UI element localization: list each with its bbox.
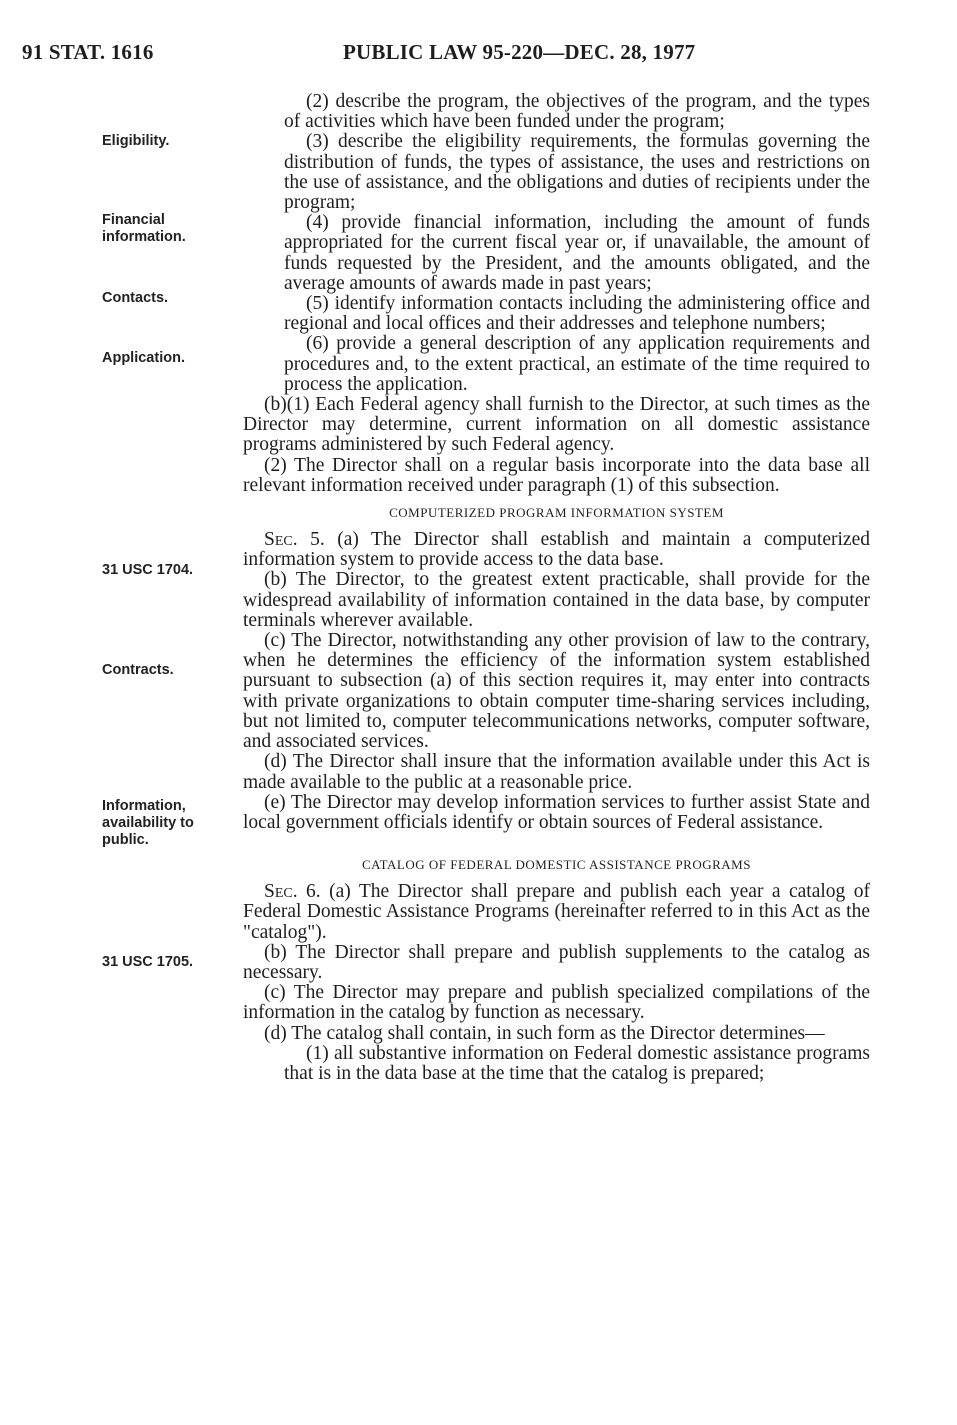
margin-note-application	[102, 350, 242, 367]
margin-note-contacts	[102, 290, 242, 307]
paragraph-sec6-c: (c) The Director may prepare and publish specialized compilations of the information in the catalog by function as necessary.	[243, 982, 870, 1024]
paragraph-text: (a) The Director shall establish and maintain a computerized information system to provide access to the data base.	[243, 529, 870, 571]
paragraph-text: (a) The Director shall prepare and publish each year a catalog of Federal Domestic Assistance Programs (hereinafter referred to in this Act as the "catalog").	[243, 881, 870, 943]
paragraph-subsection-b2: (2) The Director shall on a regular basis incorporate into the data base all relevant information received under paragraph (1) of this subsection.	[243, 454, 870, 496]
margin-note-eligibility	[102, 133, 242, 150]
paragraph-item-6: (6) provide a general description of any application requirements and procedures and, to the extent practical, an estimate of the time required to process the application.	[284, 333, 870, 395]
paragraph-sec5-e: (e) The Director may develop information services to further assist State and local government officials identify or obtain sources of Federal assistance.	[243, 791, 870, 833]
margin-note-line: Eligibility.	[102, 133, 170, 149]
paragraph-item-4: (4) provide financial information, including the amount of funds appropriated for the current fiscal year or, if unavailable, the amount of funds requested by the President, and the amounts obligated, and the average amounts of awards made in past years;	[284, 212, 870, 294]
margin-note-information-availability	[102, 798, 242, 849]
margin-note-31-usc-1704	[102, 562, 242, 579]
section-label: Sec. 6.	[264, 881, 321, 903]
running-header-stat: 91 STAT. 1616	[22, 40, 154, 64]
paragraph-subsection-b1: (b)(1) Each Federal agency shall furnish to the Director, at such times as the Director may determine, current information on all domestic assistance programs administered by such Federal agency.	[243, 394, 870, 456]
paragraph-sec6-b: (b) The Director shall prepare and publish supplements to the catalog as necessary.	[243, 941, 870, 983]
paragraph-sec5-b: (b) The Director, to the greatest extent practicable, shall provide for the widespread availability of information contained in the data base, by computer terminals wherever available.	[243, 569, 870, 631]
section-heading-computerized-system: COMPUTERIZED PROGRAM INFORMATION SYSTEM	[389, 505, 724, 521]
section-label: Sec. 5.	[264, 529, 325, 551]
margin-note-line: Financial	[102, 212, 165, 228]
margin-note-line: availability to	[102, 815, 194, 831]
paragraph-sec5-d: (d) The Director shall insure that the information available under this Act is made available to the public at a reasonable price.	[243, 751, 870, 793]
margin-note-line: public.	[102, 832, 149, 848]
statute-text-column	[243, 92, 870, 1084]
paragraph-sec5-c: (c) The Director, notwithstanding any other provision of law to the contrary, when he determines the efficiency of the information system established pursuant to subsection (a) of this section requires it, may enter into contracts with private organizations to obtain computer time-sharing services including, but not limited to, computer telecommunications networks, computer software, and associated services.	[243, 630, 870, 753]
margin-note-line: 31 USC 1704.	[102, 562, 194, 578]
paragraph-sec6-d1: (1) all substantive information on Federal domestic assistance programs that is in the data base at the time that the catalog is prepared;	[284, 1042, 870, 1084]
margin-note-31-usc-1705	[102, 954, 242, 971]
margin-note-line: 31 USC 1705.	[102, 954, 194, 970]
paragraph-item-3: (3) describe the eligibility requirements, the formulas governing the distribution of funds, the types of assistance, the uses and restrictions on the use of assistance, and the obligations and duties of recipients under the program;	[284, 131, 870, 214]
paragraph-sec6-d: (d) The catalog shall contain, in such form as the Director determines—	[264, 1022, 825, 1044]
paragraph-item-2: (2) describe the program, the objectives of the program, and the types of activities which have been funded under the program;	[284, 91, 870, 133]
running-header-title: PUBLIC LAW 95-220—DEC. 28, 1977	[343, 40, 696, 64]
section-heading-catalog: CATALOG OF FEDERAL DOMESTIC ASSISTANCE PROGRAMS	[362, 857, 751, 873]
paragraph-item-5: (5) identify information contacts including the administering office and regional and local offices and their addresses and telephone numbers;	[284, 293, 870, 335]
paragraph-sec6-a	[243, 882, 870, 943]
margin-note-line: Contacts.	[102, 290, 169, 306]
margin-note-line: information.	[102, 229, 186, 245]
margin-note-line: Application.	[102, 350, 185, 366]
margin-note-line: Contracts.	[102, 662, 174, 678]
margin-note-line: Information,	[102, 798, 186, 814]
margin-note-financial-information	[102, 212, 242, 246]
paragraph-sec5-a	[243, 530, 870, 570]
margin-note-contracts	[102, 662, 242, 679]
